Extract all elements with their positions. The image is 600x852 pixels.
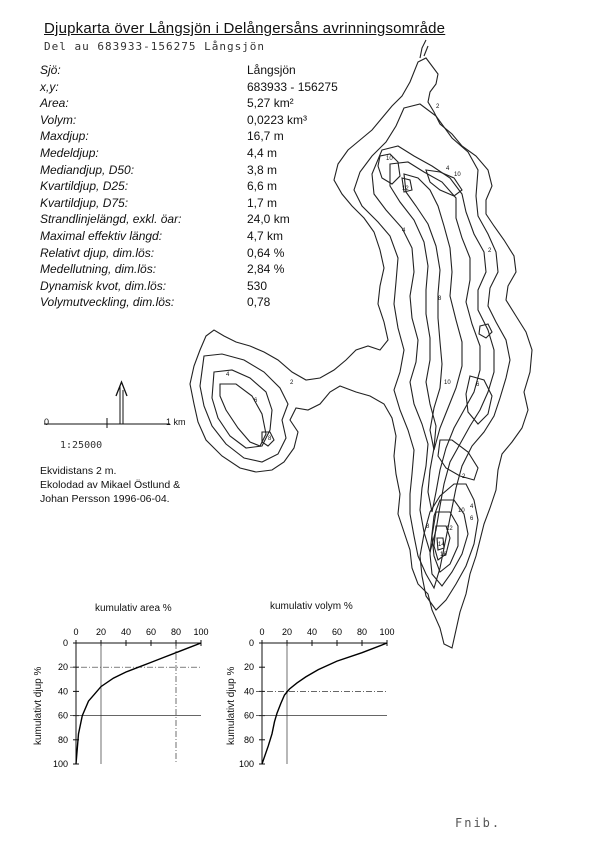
contour-depth-label: 8 [426,524,430,530]
contour-depth-label: 4 [226,372,230,378]
contour-8-north [404,174,462,450]
north-arrow-icon [116,382,127,396]
y-tick-label: 20 [243,662,254,673]
volume-curve-ylabel: kumulativt djup % [226,666,237,745]
contour-depth-label: 8 [438,296,442,302]
x-tick-label: 20 [95,627,107,637]
contour-4-north [372,146,494,552]
x-tick-label: 100 [193,627,209,637]
scale-km-label: 1 km [166,417,186,427]
y-tick-label: 40 [243,686,254,697]
stat-value: 16,7 m [247,129,284,144]
x-tick-label: 0 [73,627,79,637]
contour-depth-label: 6 [470,516,474,522]
volume-curve-chart [200,615,410,775]
contour-depth-label: 10 [386,156,393,162]
contour-2-west [200,354,288,462]
y-tick-label: 100 [238,759,254,769]
stat-value: 1,7 m [247,195,278,210]
stat-label: Medeldjup: [40,145,99,160]
x-tick-label: 0 [259,627,265,637]
stat-value: 3,8 m [247,162,278,177]
x-tick-label: 40 [120,627,132,637]
contour-depth-label: 10 [454,172,461,178]
stat-label: Sjö: [40,63,61,77]
y-tick-label: 0 [62,638,68,648]
y-tick-label: 0 [248,638,254,648]
hypsographic-curve [262,643,387,764]
y-tick-label: 20 [57,662,68,673]
area-curve-ylabel: kumulativt djup % [33,666,44,745]
stat-label: Volym: [40,112,77,127]
x-tick-label: 20 [281,627,293,637]
contour-depth-label: 10 [444,380,451,386]
area-curve-title: kumulativ area % [95,603,172,614]
contour-4-west [212,370,272,448]
stat-label: Area: [40,96,69,111]
contour-depth-label: 6 [254,398,258,404]
contour-depth-label: 2 [488,248,492,254]
stat-label: Volymutveckling, dim.lös: [40,295,175,310]
contour-depth-label: 2 [436,104,440,110]
map-title: Djupkarta över Långsjön i Delångersåns avrinningsområde [44,20,446,37]
stat-label: Maxdjup: [40,129,89,144]
stat-value: 0,78 [247,295,271,310]
stat-value: 4,7 km [247,228,284,243]
handwritten-signature: Fnib. [455,816,502,830]
area-curve-chart [0,615,220,775]
stat-label: Mediandjup, D50: [40,162,135,177]
credits-line-2: Ekolodad av Mikael Östlund & [40,479,181,491]
contour-depth-label: 8 [268,436,272,442]
stat-label: Kvartildjup, D75: [40,195,129,210]
scale-ratio-note: 1:25000 [60,440,103,451]
hypsographic-curve [76,643,201,764]
stat-label: Maximal effektiv längd: [40,228,163,243]
contour-6-west [220,384,266,446]
contour-depth-label: 4 [402,228,406,234]
contour-depth-label: 2 [462,474,466,480]
credits [40,464,180,506]
contour-depth-label: 12 [402,186,409,192]
contour-depth-label: 14 [438,542,445,548]
stat-value: 683933 - 156275 [247,79,338,94]
contour-depth-label: 16 [440,552,447,558]
stat-value: 4,4 m [247,145,278,160]
stat-value: 0,0223 km³ [247,112,308,127]
contour-depth-label: 2 [290,380,294,386]
x-tick-label: 40 [306,627,318,637]
stat-label: Strandlinjelängd, exkl. öar: [40,212,182,227]
stat-value: 2,84 % [247,262,285,277]
contour-depth-label: 6 [476,382,480,388]
x-tick-label: 100 [379,627,395,637]
y-tick-label: 60 [243,710,254,721]
inlet-north [420,40,428,58]
volume-curve-title: kumulativ volym % [270,601,353,612]
contour-depth-label: 12 [446,526,453,532]
stat-value: Långsjön [247,63,296,77]
y-tick-label: 60 [57,710,68,721]
y-tick-label: 40 [57,686,68,697]
shoreline-main [190,58,532,648]
x-tick-label: 60 [331,627,343,637]
stat-value: 530 [247,278,268,293]
stat-label: Relativt djup, dim.lös: [40,245,155,260]
contour-depth-label: 4 [470,504,474,510]
y-tick-label: 80 [57,734,68,745]
handwritten-note: Del au 683933-156275 Långsjön [44,40,266,53]
stat-value: 6,6 m [247,179,278,194]
x-tick-label: 80 [356,627,368,637]
credits-line-1: Ekvidistans 2 m. [40,465,117,477]
stat-label: Medellutning, dim.lös: [40,262,157,277]
stat-value: 24,0 km [247,212,290,227]
x-tick-label: 80 [170,627,182,637]
stat-label: Kvartildjup, D25: [40,179,129,194]
x-tick-label: 60 [145,627,157,637]
scale-zero-label: 0 [44,417,50,427]
y-tick-label: 80 [243,734,254,745]
stat-value: 5,27 km² [247,96,294,111]
contour-depth-label: 4 [446,166,450,172]
stat-value: 0,64 % [247,245,285,260]
credits-line-3: Johan Persson 1996-06-04. [40,493,170,505]
stat-label: Dynamisk kvot, dim.lös: [40,278,167,293]
stat-label: x,y: [40,79,59,94]
y-tick-label: 100 [52,759,68,769]
contour-depth-label: 10 [458,508,465,514]
